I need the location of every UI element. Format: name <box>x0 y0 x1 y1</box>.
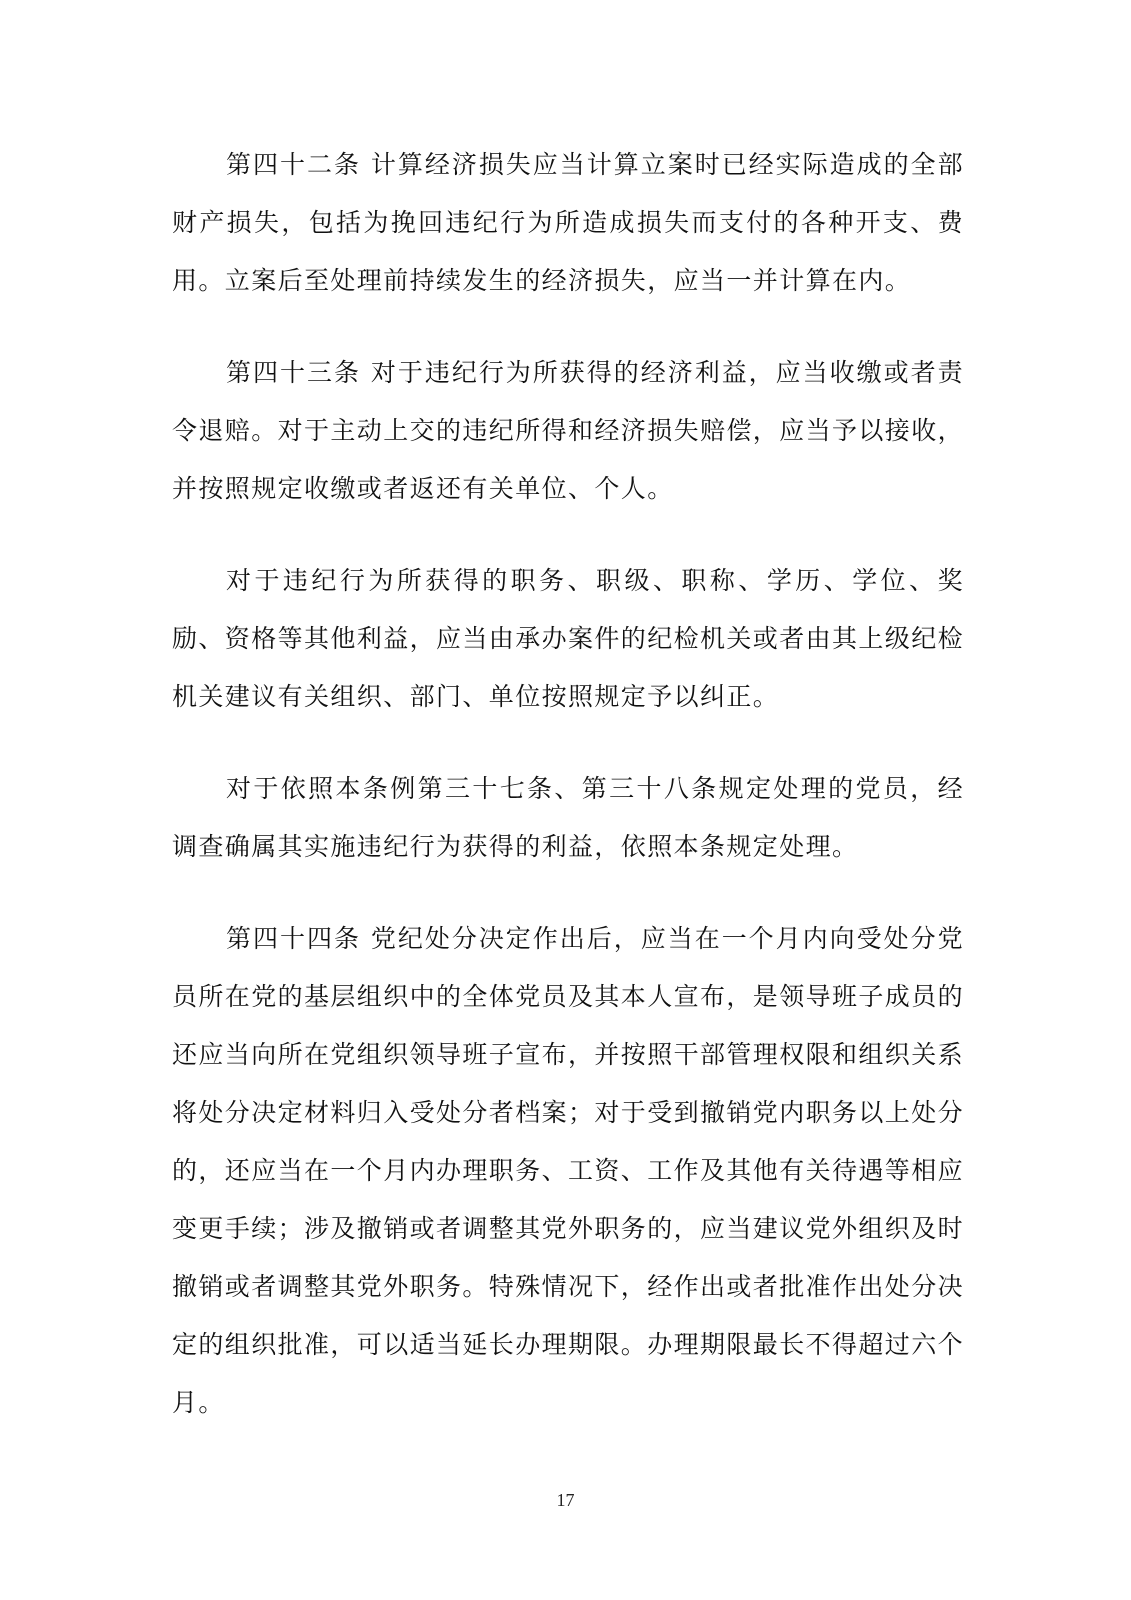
article-43-paragraph: 第四十三条 对于违纪行为所获得的经济利益，应当收缴或者责令退赔。对于主动上交的违纪所得和经济损失赔偿，应当予以接收，并按照规定收缴或者返还有关单位、个人。 <box>172 358 965 503</box>
article-43-other-benefits-paragraph: 对于违纪行为所获得的职务、职级、职称、学历、学位、奖励、资格等其他利益，应当由承办案件的纪检机关或者由其上级纪检机关建议有关组织、部门、单位按照规定予以纠正。 <box>172 566 965 711</box>
page-body <box>172 136 964 1432</box>
page-number: 17 <box>556 1490 575 1510</box>
article-42-paragraph: 第四十二条 计算经济损失应当计算立案时已经实际造成的全部财产损失，包括为挽回违纪行为所造成损失而支付的各种开支、费用。立案后至处理前持续发生的经济损失，应当一并计算在内。 <box>172 150 964 295</box>
article-44-paragraph: 第四十四条 党纪处分决定作出后，应当在一个月内向受处分党员所在党的基层组织中的全体党员及其本人宣布，是领导班子成员的还应当向所在党组织领导班子宣布，并按照干部管理权限和组织关系将处分决定材料归入受处分者档案；对于受到撤销党内职务以上处分的，还应当在一个月内办理职务、工资、工作及其他有关待遇等相应变更手续；涉及撤销或者调整其党外职务的，应当建议党外组织及时撤销或者调整其党外职务。特殊情况下，经作出或者批准作出处分决定的组织批准，可以适当延长办理期限。办理期限最长不得超过六个月。 <box>172 924 965 1417</box>
article-43-reference-paragraph: 对于依照本条例第三十七条、第三十八条规定处理的党员，经调查确属其实施违纪行为获得的利益，依照本条规定处理。 <box>172 774 964 861</box>
